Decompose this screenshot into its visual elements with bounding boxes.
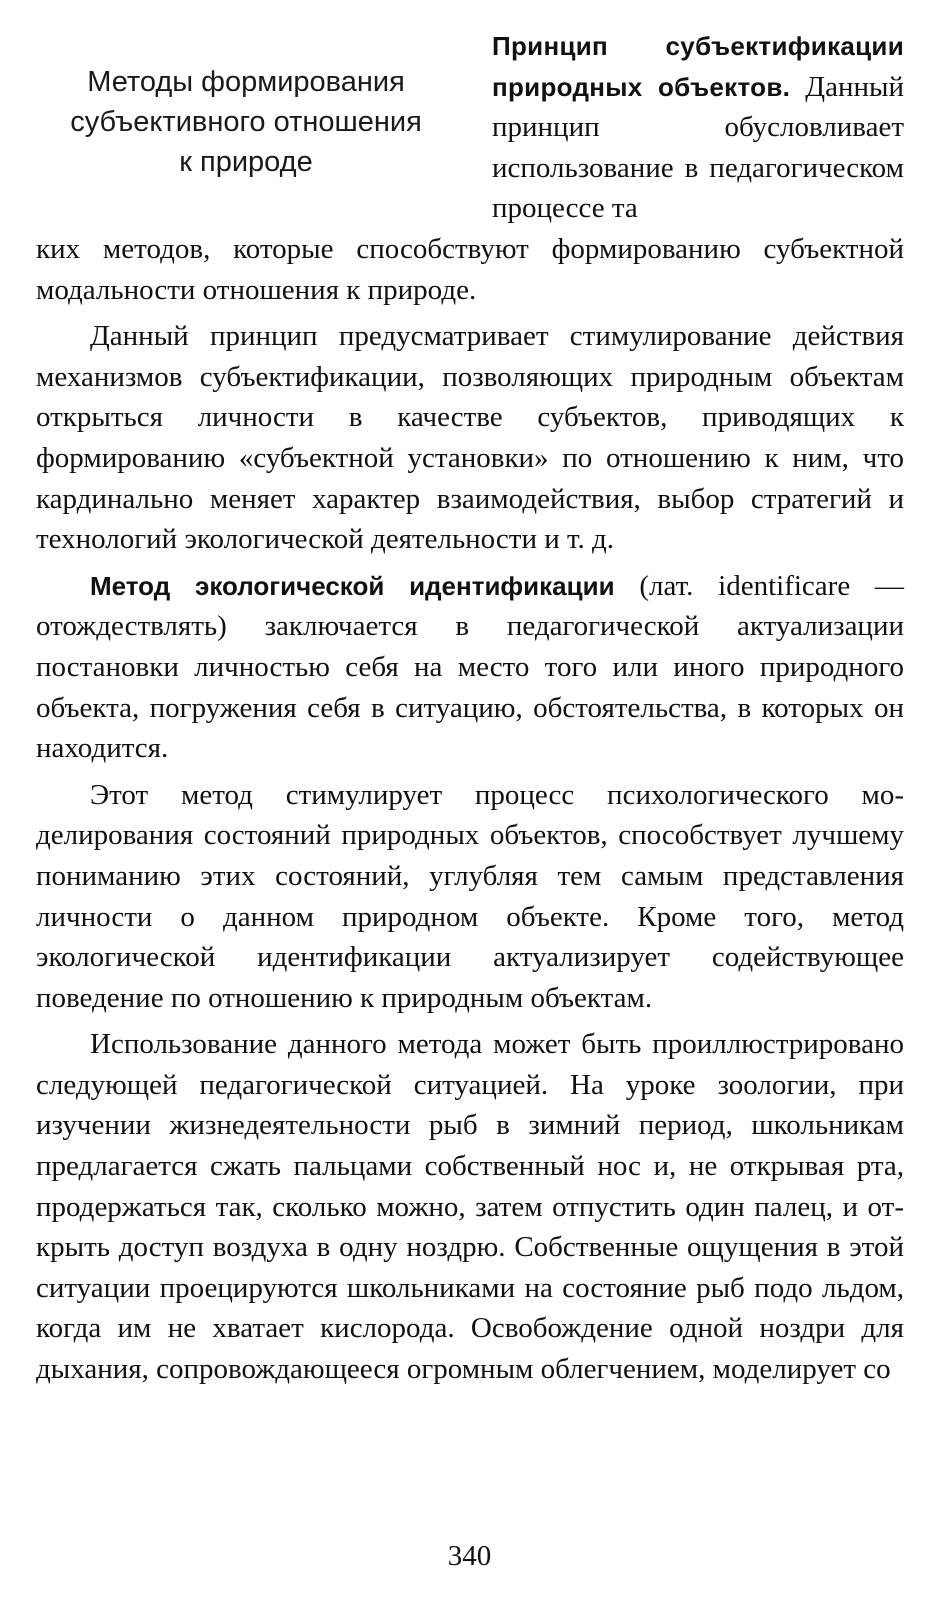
paragraph-identification-method bbox=[36, 566, 904, 769]
principle-side-column bbox=[492, 26, 904, 229]
term-identification-method: Метод экологической идентификации bbox=[90, 570, 615, 601]
top-block bbox=[36, 22, 904, 227]
section-heading-line-3: к природе bbox=[179, 146, 313, 178]
principle-text-side: Данный принцип обусловливает использование в педагогическом процессе та bbox=[492, 70, 904, 225]
section-heading-line-1: Методы формирования bbox=[87, 66, 405, 98]
identification-method-definition: (лат. identificare — отождествлять) заключается в педагогической актуализации постановки личностью себя на место того или иного природного объекта, погружения себя в ситуацию, обстоятельства, в которых он находится. bbox=[36, 569, 904, 765]
principle-title: Принцип субъектификации природных объектов. bbox=[492, 31, 904, 102]
section-heading bbox=[36, 62, 456, 182]
book-page bbox=[36, 22, 904, 1390]
section-heading-line-2: субъективного отношения bbox=[70, 106, 422, 138]
principle-text-continued: ких методов, которые способствуют формированию субъектной модальности отношения к природе. bbox=[36, 233, 904, 306]
paragraph-method-effect: Этот метод стимулирует процесс психологического моделирования состояний природных объектов, способствует лучшему пониманию этих состояний, углубляя тем самым представления личности о данном природном объекте. Кроме того, метод экологической идентификации актуализирует содействующее поведение по отношению к природным объектам. bbox=[36, 778, 904, 1014]
paragraph-mechanisms: Данный принцип предусматривает стимулирование действия механизмов субъектификации, позволяющих природным объектам открыться личности в качестве субъектов, приводящих к формированию «субъектной установки» по отношению к ним, что кардинально меняет характер взаимодействия, выбор стратегий и технологий экологической деятельности и т. д. bbox=[36, 320, 904, 556]
page-number: 340 bbox=[447, 1540, 492, 1572]
paragraph-pedagogical-situation: Использование данного метода может быть проиллюстрировано следующей педагогической ситуацией. На уроке зоологии, при изучении жизнедеятельности рыб в зимний период, школьникам предлагается сжать пальцами собственный нос и, не открывая рта, продержаться так, сколько можно, затем отпустить один палец, и открыть доступ воздуха в одну ноздрю. Собственные ощущения в этой ситуации проецируются школьниками на состояние рыб подо льдом, когда им не хватает кислорода. Освобождение одной ноздри для дыхания, сопровождающееся огромным облегчением, моделирует со bbox=[36, 1028, 904, 1386]
